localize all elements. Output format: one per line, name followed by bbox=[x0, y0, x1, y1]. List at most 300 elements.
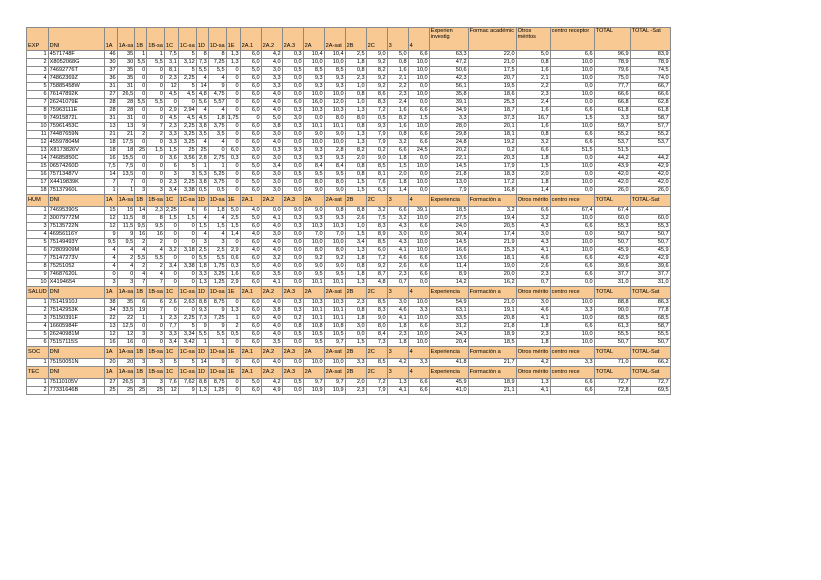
score-cell: 9,2 bbox=[324, 255, 345, 263]
column-header: 2A.2 bbox=[261, 195, 282, 207]
score-cell: 7,25 bbox=[208, 315, 226, 323]
score-cell: 1 bbox=[208, 163, 226, 171]
score-cell: 3 bbox=[147, 359, 165, 367]
score-cell: 11,4 bbox=[429, 263, 468, 271]
score-cell: 0 bbox=[135, 115, 147, 123]
score-cell: 43,9 bbox=[594, 163, 630, 171]
score-cell: 5,0 bbox=[261, 115, 282, 123]
score-cell: 3,2 bbox=[468, 207, 516, 215]
score-cell: 47,2 bbox=[429, 59, 468, 67]
score-cell: 4 bbox=[104, 255, 117, 263]
score-cell: 0,8 bbox=[516, 131, 550, 139]
column-header: 3 bbox=[387, 195, 408, 207]
score-cell: 2,9 bbox=[226, 279, 240, 287]
score-cell: 5,0 bbox=[226, 207, 240, 215]
score-cell: 6,6 bbox=[550, 323, 594, 331]
table-row bbox=[27, 131, 671, 139]
dni-cell: 75963111E bbox=[48, 107, 104, 115]
column-header: 4 bbox=[408, 347, 429, 359]
score-cell: 22,1 bbox=[429, 155, 468, 163]
score-cell: 0,2 bbox=[468, 147, 516, 155]
score-cell: 0,8 bbox=[345, 91, 366, 99]
score-cell: 8,9 bbox=[366, 231, 387, 239]
score-cell: 5,5 bbox=[147, 255, 165, 263]
score-cell: 0,0 bbox=[303, 115, 324, 123]
score-cell: 11,5 bbox=[117, 223, 135, 231]
score-cell: 0 bbox=[147, 163, 165, 171]
score-cell: 9 bbox=[208, 83, 226, 91]
score-cell: 2,25 bbox=[178, 179, 196, 187]
score-cell: 3,3 bbox=[594, 115, 630, 123]
score-cell: 58,7 bbox=[630, 323, 670, 331]
score-cell: 17,2 bbox=[468, 179, 516, 187]
table-row bbox=[27, 91, 671, 99]
score-cell: 10,1 bbox=[324, 315, 345, 323]
score-cell: 10,0 bbox=[550, 123, 594, 131]
column-header: TOTAL-Sat bbox=[630, 347, 670, 359]
score-cell: 31,0 bbox=[630, 279, 670, 287]
score-cell: 1,6 bbox=[226, 271, 240, 279]
dni-cell: 16605984F bbox=[48, 323, 104, 331]
score-cell: 6,0 bbox=[240, 239, 261, 247]
score-cell: 0,0 bbox=[282, 139, 303, 147]
score-cell: 1,8 bbox=[387, 179, 408, 187]
score-cell: 12 bbox=[104, 215, 117, 223]
score-cell: 22 bbox=[104, 315, 117, 323]
column-header: 1C-sa bbox=[178, 195, 196, 207]
score-cell: 9,0 bbox=[282, 207, 303, 215]
column-header: TOTAL-Sat bbox=[630, 367, 670, 379]
column-header: 1C bbox=[164, 195, 178, 207]
table-row bbox=[27, 123, 671, 131]
table-row bbox=[27, 271, 671, 279]
score-cell: 9,7 bbox=[324, 379, 345, 387]
score-cell: 1,5 bbox=[408, 115, 429, 123]
score-cell: 0,8 bbox=[516, 59, 550, 67]
dni-cell: 30079772M bbox=[48, 215, 104, 223]
column-header: Formación a bbox=[468, 287, 516, 299]
score-cell: 37,7 bbox=[594, 271, 630, 279]
score-cell: 35 bbox=[117, 75, 135, 83]
score-cell: 6,0 bbox=[240, 59, 261, 67]
score-cell: 4,9 bbox=[261, 387, 282, 395]
dni-cell: 26241079E bbox=[48, 99, 104, 107]
score-cell: 39,1 bbox=[408, 207, 429, 215]
score-cell: 77,7 bbox=[594, 83, 630, 91]
score-cell: 9,0 bbox=[324, 263, 345, 271]
column-header: 1B-sa bbox=[147, 347, 165, 359]
score-cell: 8,8 bbox=[345, 207, 366, 215]
score-cell: 1,8 bbox=[345, 255, 366, 263]
score-cell: 96,9 bbox=[594, 51, 630, 59]
dni-cell: 06574260D bbox=[48, 163, 104, 171]
score-cell: 1,5 bbox=[164, 147, 178, 155]
score-cell: 9,5 bbox=[303, 271, 324, 279]
score-cell: 8,0 bbox=[366, 323, 387, 331]
score-cell: 6,6 bbox=[516, 207, 550, 215]
section-name: SOC bbox=[27, 347, 49, 359]
score-cell: 3,0 bbox=[261, 187, 282, 195]
dni-cell: 76147892K bbox=[48, 91, 104, 99]
score-cell: 10,0 bbox=[324, 239, 345, 247]
column-header: Otros mérito bbox=[516, 347, 550, 359]
score-cell: 3,3 bbox=[345, 359, 366, 367]
score-cell: 3,75 bbox=[208, 123, 226, 131]
score-cell: 0,0 bbox=[282, 75, 303, 83]
score-cell: 19,4 bbox=[468, 215, 516, 223]
score-cell: 62,8 bbox=[630, 99, 670, 107]
column-header: 1A bbox=[104, 367, 117, 379]
score-cell: 1,6 bbox=[516, 67, 550, 75]
table-row bbox=[27, 51, 671, 59]
score-cell: 4 bbox=[196, 231, 208, 239]
sheet-body bbox=[27, 28, 671, 395]
score-cell: 6 bbox=[147, 299, 165, 307]
score-cell: 0,5 bbox=[226, 331, 240, 339]
column-header: 1B-sa bbox=[147, 28, 165, 51]
score-cell: 3,0 bbox=[261, 179, 282, 187]
column-header: 2A bbox=[303, 195, 324, 207]
column-header: 1C bbox=[164, 287, 178, 299]
score-cell: 66,7 bbox=[630, 83, 670, 91]
score-cell: 7 bbox=[117, 179, 135, 187]
score-cell: 53,7 bbox=[630, 139, 670, 147]
score-cell: 1,6 bbox=[387, 67, 408, 75]
score-cell: 3,5 bbox=[208, 131, 226, 139]
score-cell: 6,3 bbox=[366, 187, 387, 195]
score-cell: 37,7 bbox=[630, 271, 670, 279]
score-cell: 2,2 bbox=[516, 83, 550, 91]
dni-cell: 75157115S bbox=[48, 339, 104, 347]
score-cell: 33,5 bbox=[117, 307, 135, 315]
score-cell: 3,8 bbox=[196, 179, 208, 187]
score-cell: 9,0 bbox=[324, 187, 345, 195]
table-row bbox=[27, 231, 671, 239]
dni-cell: 4571748F bbox=[48, 51, 104, 59]
score-cell: 26,0 bbox=[594, 187, 630, 195]
score-cell: 5,0 bbox=[240, 263, 261, 271]
score-cell: 10,4 bbox=[303, 51, 324, 59]
dni-cell: X8173826V bbox=[48, 147, 104, 155]
score-cell: 3,8 bbox=[261, 123, 282, 131]
column-header: 1D bbox=[196, 28, 208, 51]
table-row bbox=[27, 323, 671, 331]
score-cell: 1,25 bbox=[208, 279, 226, 287]
column-header: centro rece bbox=[550, 195, 594, 207]
score-cell: 8,3 bbox=[366, 307, 387, 315]
score-cell: 0 bbox=[178, 223, 196, 231]
score-cell: 4 bbox=[208, 215, 226, 223]
score-cell: 5,5 bbox=[196, 67, 208, 75]
score-cell: 1,8 bbox=[345, 59, 366, 67]
column-header: DNI bbox=[48, 195, 104, 207]
dni-cell: 75110105V bbox=[48, 379, 104, 387]
score-cell: 4,1 bbox=[261, 215, 282, 223]
score-cell: 1,0 bbox=[345, 99, 366, 107]
score-cell: 3,3 bbox=[164, 331, 178, 339]
score-cell: 6,0 bbox=[240, 139, 261, 147]
row-number: 13 bbox=[27, 147, 49, 155]
score-cell: 3,0 bbox=[387, 231, 408, 239]
score-cell: 0 bbox=[226, 99, 240, 107]
score-cell: 1 bbox=[196, 339, 208, 347]
score-cell: 8 bbox=[147, 215, 165, 223]
score-cell: 18,1 bbox=[468, 255, 516, 263]
score-cell: 2 bbox=[135, 263, 147, 271]
score-cell: 8,6 bbox=[366, 91, 387, 99]
score-cell: 2,94 bbox=[178, 107, 196, 115]
score-cell: 1,8 bbox=[208, 207, 226, 215]
score-cell: 10,0 bbox=[408, 331, 429, 339]
score-cell: 1,5 bbox=[345, 179, 366, 187]
score-cell: 7,5 bbox=[117, 163, 135, 171]
score-cell: 0 bbox=[104, 271, 117, 279]
score-cell: 13 bbox=[104, 123, 117, 131]
column-header: 1C bbox=[164, 28, 178, 51]
column-header: 2C bbox=[366, 367, 387, 379]
score-cell: 10,0 bbox=[303, 139, 324, 147]
score-cell: 0,3 bbox=[226, 155, 240, 163]
score-cell: 0 bbox=[135, 163, 147, 171]
table-row bbox=[27, 223, 671, 231]
score-cell: 6,6 bbox=[387, 207, 408, 215]
score-cell: 8,5 bbox=[366, 299, 387, 307]
score-cell: 12,0 bbox=[324, 99, 345, 107]
score-cell: 3,0 bbox=[345, 323, 366, 331]
score-cell: 4 bbox=[117, 247, 135, 255]
score-cell: 83,9 bbox=[630, 51, 670, 59]
score-cell: 2,25 bbox=[178, 75, 196, 83]
score-cell: 8,2 bbox=[345, 147, 366, 155]
column-header: Formación a bbox=[468, 347, 516, 359]
column-header: 2A-sat bbox=[324, 367, 345, 379]
column-header: 1E bbox=[226, 28, 240, 51]
score-cell: 4,0 bbox=[261, 107, 282, 115]
score-cell: 37 bbox=[104, 67, 117, 75]
score-cell: 1,8 bbox=[387, 339, 408, 347]
score-cell: 0 bbox=[147, 339, 165, 347]
score-cell: 0 bbox=[164, 279, 178, 287]
column-header: Experiencia bbox=[429, 367, 468, 379]
score-cell: 21,0 bbox=[468, 59, 516, 67]
score-cell: 20,8 bbox=[468, 315, 516, 323]
score-cell: 3,2 bbox=[516, 215, 550, 223]
score-cell: 3,25 bbox=[178, 131, 196, 139]
column-header: 1A bbox=[104, 347, 117, 359]
column-header: Otros mérito bbox=[516, 367, 550, 379]
score-cell: 0 bbox=[178, 99, 196, 107]
score-cell: 17,5 bbox=[117, 139, 135, 147]
score-cell: 0,8 bbox=[387, 59, 408, 67]
score-cell: 4,6 bbox=[516, 255, 550, 263]
column-header: 2C bbox=[366, 287, 387, 299]
score-cell: 9,2 bbox=[366, 59, 387, 67]
score-cell: 5 bbox=[178, 83, 196, 91]
dni-cell: 45597804M bbox=[48, 139, 104, 147]
score-cell: 5,5 bbox=[208, 331, 226, 339]
score-cell: 8,0 bbox=[303, 247, 324, 255]
column-header: 1D bbox=[196, 195, 208, 207]
table-row bbox=[27, 359, 671, 367]
table-row bbox=[27, 307, 671, 315]
column-header: 1D-sa bbox=[208, 367, 226, 379]
score-cell: 2,5 bbox=[196, 247, 208, 255]
score-cell: 0,8 bbox=[387, 131, 408, 139]
score-cell: 3,3 bbox=[261, 75, 282, 83]
score-cell: 39,1 bbox=[429, 99, 468, 107]
score-cell: 34,9 bbox=[429, 107, 468, 115]
score-cell: 6,0 bbox=[240, 155, 261, 163]
table-row bbox=[27, 139, 671, 147]
score-cell: 4,3 bbox=[516, 239, 550, 247]
score-cell: 21,1 bbox=[468, 387, 516, 395]
score-cell: 6,6 bbox=[408, 131, 429, 139]
dni-cell: 75713487V bbox=[48, 171, 104, 179]
score-cell: 6,6 bbox=[408, 255, 429, 263]
score-cell: 4 bbox=[147, 271, 165, 279]
dni-cell: 75150391F bbox=[48, 315, 104, 323]
score-cell: 3 bbox=[117, 279, 135, 287]
score-cell: 0 bbox=[147, 139, 165, 147]
score-cell: 12 bbox=[117, 331, 135, 339]
score-cell: 10,0 bbox=[408, 59, 429, 67]
score-cell: 0,0 bbox=[550, 83, 594, 91]
score-cell: 2,3 bbox=[345, 75, 366, 83]
column-header: 1D-sa bbox=[208, 347, 226, 359]
column-header: Formación a bbox=[468, 367, 516, 379]
score-cell: 2 bbox=[147, 263, 165, 271]
score-cell: 1,0 bbox=[345, 83, 366, 91]
column-header: 2A-sat bbox=[324, 347, 345, 359]
table-row bbox=[27, 387, 671, 395]
score-cell: 3 bbox=[135, 331, 147, 339]
score-cell: 2,0 bbox=[345, 379, 366, 387]
score-cell: 26,5 bbox=[117, 379, 135, 387]
score-cell: 55,5 bbox=[594, 331, 630, 339]
dni-cell: 74862369Z bbox=[48, 75, 104, 83]
score-cell: 9,5 bbox=[324, 271, 345, 279]
score-cell: 5,5 bbox=[208, 255, 226, 263]
score-cell: 0 bbox=[226, 239, 240, 247]
score-cell: 3 bbox=[164, 171, 178, 179]
section-name: HUM bbox=[27, 195, 49, 207]
score-cell: 0,8 bbox=[345, 171, 366, 179]
score-cell: 6,0 bbox=[240, 323, 261, 331]
score-cell: 35 bbox=[117, 51, 135, 59]
score-cell: 28 bbox=[104, 107, 117, 115]
score-cell: 1,6 bbox=[516, 107, 550, 115]
column-header: 2B bbox=[345, 367, 366, 379]
column-header: 2B bbox=[345, 287, 366, 299]
score-cell: 0 bbox=[135, 83, 147, 91]
column-header: 2A-sat bbox=[324, 28, 345, 51]
score-cell: 8,75 bbox=[208, 299, 226, 307]
score-cell: 7,62 bbox=[178, 379, 196, 387]
column-header: TOTAL -Sat bbox=[630, 28, 670, 51]
column-header: 1C-sa bbox=[178, 367, 196, 379]
score-cell: 36 bbox=[104, 75, 117, 83]
score-cell: 9,7 bbox=[303, 379, 324, 387]
score-cell: 0 bbox=[147, 323, 165, 331]
score-cell: 0 bbox=[135, 67, 147, 75]
score-cell: 0,8 bbox=[345, 163, 366, 171]
score-cell: 19,1 bbox=[468, 307, 516, 315]
score-cell: 0 bbox=[178, 279, 196, 287]
score-cell: 28 bbox=[117, 99, 135, 107]
score-cell: 3,3 bbox=[261, 83, 282, 91]
score-cell: 8,7 bbox=[366, 271, 387, 279]
table-row bbox=[27, 215, 671, 223]
score-cell: 6,0 bbox=[240, 315, 261, 323]
column-header: 2A.2 bbox=[261, 28, 282, 51]
score-cell: 1,8 bbox=[345, 271, 366, 279]
score-cell: 4,6 bbox=[387, 307, 408, 315]
column-header: 2A bbox=[303, 28, 324, 51]
score-cell: 0 bbox=[147, 155, 165, 163]
score-cell: 2 bbox=[117, 255, 135, 263]
column-header: centro rece bbox=[550, 347, 594, 359]
score-cell: 6,0 bbox=[240, 91, 261, 99]
score-cell: 2,3 bbox=[516, 91, 550, 99]
column-header: 2A-sat bbox=[324, 195, 345, 207]
score-cell: 90,0 bbox=[594, 307, 630, 315]
score-cell: 10,8 bbox=[303, 323, 324, 331]
score-cell: 7 bbox=[147, 279, 165, 287]
score-cell: 1 bbox=[147, 315, 165, 323]
score-cell: 3,0 bbox=[240, 147, 261, 155]
column-header: 2A.1 bbox=[240, 347, 261, 359]
score-cell: 25 bbox=[104, 387, 117, 395]
score-cell: 3,8 bbox=[196, 123, 208, 131]
score-cell: 10,3 bbox=[303, 299, 324, 307]
score-cell: 0,3 bbox=[282, 307, 303, 315]
score-cell: 0,3 bbox=[282, 155, 303, 163]
score-cell: 10,5 bbox=[303, 331, 324, 339]
score-cell: 30,4 bbox=[429, 231, 468, 239]
score-cell: 24,0 bbox=[429, 223, 468, 231]
score-cell: 1,5 bbox=[516, 163, 550, 171]
score-cell: 0 bbox=[147, 171, 165, 179]
table-row bbox=[27, 207, 671, 215]
score-cell: 72,8 bbox=[594, 387, 630, 395]
row-number: 5 bbox=[27, 239, 49, 247]
score-cell: 0 bbox=[226, 91, 240, 99]
score-cell: 2,9 bbox=[164, 107, 178, 115]
column-header: 3 bbox=[387, 287, 408, 299]
score-cell: 55,3 bbox=[594, 223, 630, 231]
score-cell: 16 bbox=[117, 339, 135, 347]
score-cell: 3,3 bbox=[408, 359, 429, 367]
score-cell: 10,5 bbox=[324, 331, 345, 339]
score-cell: 0,0 bbox=[282, 247, 303, 255]
column-header: 3 bbox=[387, 347, 408, 359]
score-cell: 4 bbox=[196, 75, 208, 83]
score-cell: 5,5 bbox=[208, 67, 226, 75]
score-cell: 2,4 bbox=[516, 99, 550, 107]
dni-cell: X8052068G bbox=[48, 59, 104, 67]
score-cell: 5,5 bbox=[135, 255, 147, 263]
score-cell: 8,3 bbox=[366, 99, 387, 107]
score-cell: 6 bbox=[164, 163, 178, 171]
score-cell: 45,9 bbox=[630, 247, 670, 255]
score-cell: 1 bbox=[196, 163, 208, 171]
score-cell: 10,1 bbox=[303, 279, 324, 287]
score-cell: 0 bbox=[226, 163, 240, 171]
score-cell: 6,6 bbox=[550, 387, 594, 395]
dni-cell: 77331646B bbox=[48, 387, 104, 395]
column-header: Experien investig bbox=[429, 28, 468, 51]
column-header: 2A.3 bbox=[282, 28, 303, 51]
